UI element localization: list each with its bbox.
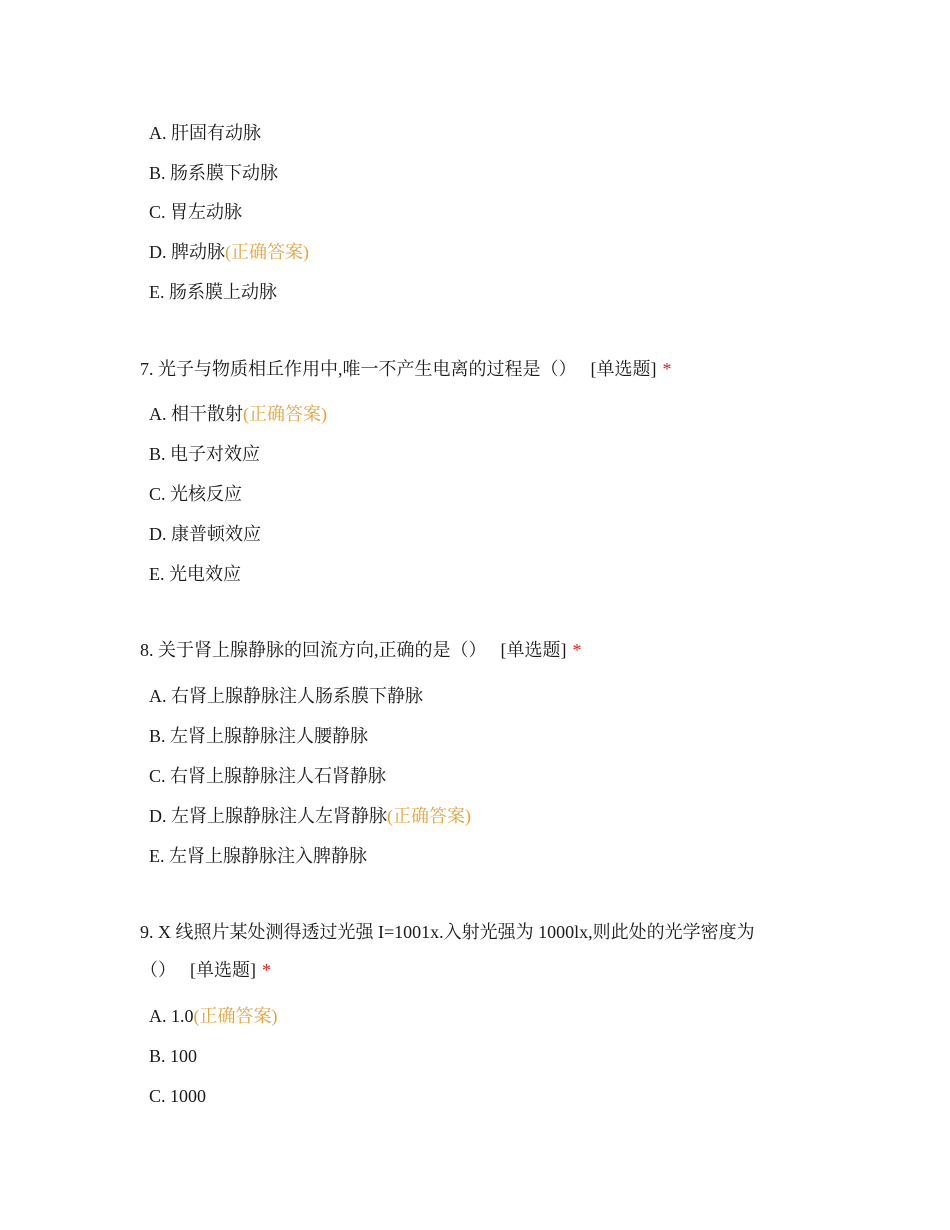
option-text: A. 肝固有动脉 — [149, 123, 261, 143]
option-text: A. 1.0 — [149, 1006, 194, 1026]
option-text: C. 右肾上腺静脉注人石肾静脉 — [149, 766, 387, 786]
option-d — [149, 803, 471, 829]
question-title — [140, 637, 582, 663]
option-e — [149, 561, 241, 587]
question-type-label: [单选题] — [190, 960, 256, 980]
option-a — [149, 683, 423, 709]
question-title-line-1 — [140, 919, 755, 945]
correct-answer-marker: (正确答案) — [225, 242, 309, 262]
question-type-label: [单选题] — [500, 640, 567, 660]
option-text: B. 肠系膜下动脉 — [149, 163, 279, 183]
question-text: 7. 光子与物质相丘作用中,唯一不产生电离的过程是（） — [140, 359, 577, 379]
option-text: B. 左肾上腺静脉注人腰静脉 — [149, 726, 369, 746]
question-title-line-2 — [140, 957, 271, 983]
correct-answer-marker: (正确答案) — [193, 1006, 278, 1026]
required-marker: * — [572, 640, 582, 660]
option-text: C. 光核反应 — [149, 484, 243, 504]
option-text: A. 相干散射 — [149, 404, 243, 424]
option-a — [149, 120, 261, 146]
option-text: A. 右肾上腺静脉注人肠系膜下静脉 — [149, 686, 423, 706]
option-d — [149, 521, 261, 547]
option-b — [149, 160, 278, 186]
question-text-continued: （） — [140, 960, 176, 980]
option-b — [149, 1043, 197, 1069]
option-text: B. 电子对效应 — [149, 444, 261, 464]
option-c — [149, 1083, 206, 1109]
option-d — [149, 239, 309, 265]
option-text: C. 1000 — [149, 1086, 207, 1106]
option-text: E. 光电效应 — [149, 564, 241, 584]
correct-answer-marker: (正确答案) — [243, 404, 327, 424]
option-text: E. 左肾上腺静脉注入脾静脉 — [149, 846, 367, 866]
question-text: 9. X 线照片某处测得透过光强 I=1001x.入射光强为 1000lx,则此处的光学密度为 — [140, 922, 755, 942]
option-text: D. 康普顿效应 — [149, 524, 261, 544]
correct-answer-marker: (正确答案) — [387, 806, 471, 826]
required-marker: * — [662, 359, 672, 379]
option-text: B. 100 — [149, 1046, 198, 1066]
question-title — [140, 356, 672, 382]
option-text: E. 肠系膜上动脉 — [149, 282, 277, 302]
option-a — [149, 401, 327, 427]
option-c — [149, 481, 242, 507]
option-e — [149, 279, 277, 305]
option-b — [149, 441, 260, 467]
option-b — [149, 723, 368, 749]
question-type-label: [单选题] — [590, 359, 657, 379]
option-c — [149, 199, 242, 225]
option-text: D. 左肾上腺静脉注人左肾静脉 — [149, 806, 387, 826]
option-text: C. 胃左动脉 — [149, 202, 243, 222]
option-c — [149, 763, 386, 789]
required-marker: * — [262, 960, 271, 980]
option-a — [149, 1003, 278, 1029]
question-text: 8. 关于肾上腺静脉的回流方向,正确的是（） — [140, 640, 487, 660]
option-e — [149, 843, 367, 869]
option-text: D. 脾动脉 — [149, 242, 225, 262]
